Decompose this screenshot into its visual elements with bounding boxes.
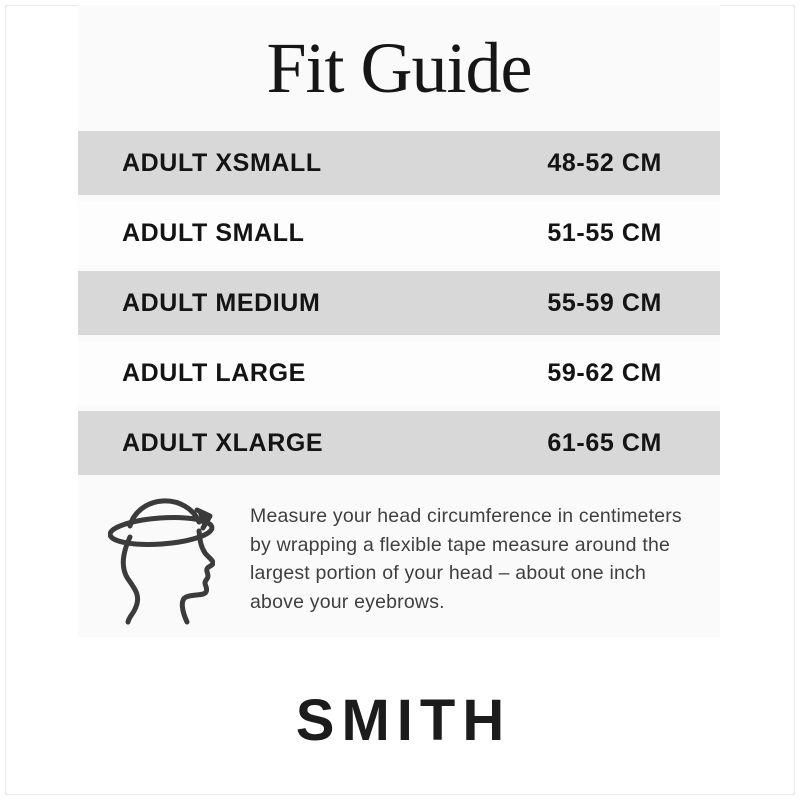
size-label: ADULT XLARGE (122, 428, 324, 457)
fit-guide-card (78, 5, 720, 637)
size-range: 51-55 CM (547, 218, 662, 247)
table-row (78, 411, 720, 475)
size-range: 48-52 CM (547, 148, 662, 177)
note-line: by wrapping a flexible tape measure around the (250, 533, 671, 556)
size-range: 55-59 CM (547, 288, 662, 317)
size-label: ADULT XSMALL (122, 148, 322, 177)
note-line: Measure your head circumference in centimeters (250, 505, 682, 527)
table-row (78, 201, 720, 265)
table-row (78, 131, 720, 195)
table-row (78, 271, 720, 335)
measure-note-text (250, 502, 710, 616)
note-line: above your eyebrows. (250, 590, 445, 613)
page-title: Fit Guide (266, 28, 532, 108)
size-label: ADULT SMALL (122, 218, 305, 247)
smith-logo: SMITH (295, 688, 512, 753)
table-row (78, 341, 720, 405)
size-range: 61-65 CM (547, 428, 662, 457)
size-range: 59-62 CM (547, 358, 662, 387)
size-label: ADULT MEDIUM (122, 288, 321, 317)
measure-note (78, 475, 720, 637)
size-table (78, 131, 720, 481)
size-label: ADULT LARGE (122, 358, 306, 387)
note-line: largest portion of your head – about one inch (250, 562, 647, 584)
head-profile-with-tape-measure-icon (108, 493, 215, 630)
